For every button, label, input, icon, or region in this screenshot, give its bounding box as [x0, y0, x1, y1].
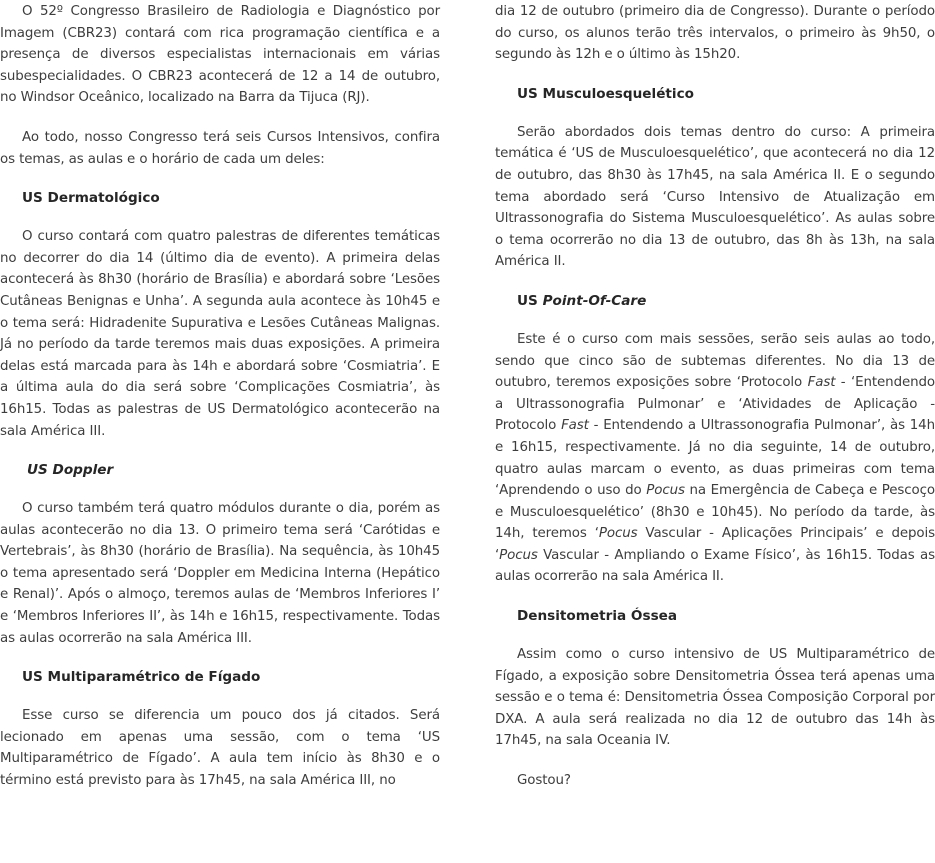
right-column	[495, 0, 935, 810]
section-text-dermatologico: O curso contará com quatro palestras de diferentes temáticas no decorrer do dia 14 (último dia de evento). A primeira delas acontecerá às 8h30 (horário de Brasília) e abordará sobre ‘Lesões Cutâneas Benignas e Unha’. A segunda aula acontece às 10h45 e o tema será: Hidradenite Supurativa e Lesões Cutâneas Malignas. Já no período da tarde teremos mais duas exposições. A primeira delas está marcada para às 14h e abordará sobre ‘Cosmiatria’. E a última aula do dia será sobre ‘Complicações Cosmiatria’, às 16h15. Todas as palestras de US Dermatológico acontecerão na sala América III.	[0, 229, 440, 439]
section-title-figado: US Multiparamétrico de Fígado	[22, 669, 261, 686]
poc-text-5: Vascular - Aplicações Principais’ e depois ‘	[495, 526, 935, 563]
intro-paragraph-1: O 52º Congresso Brasileiro de Radiologia e Diagnóstico por Imagem (CBR23) contará com rica programação científica e a presença de diversos especialistas internacionais em várias subespecialidades. O CBR23 acontecerá de 12 a 14 de outubro, no Windsor Oceânico, localizado na Barra da Tijuca (RJ).	[0, 4, 440, 106]
poc-pocus-3: Pocus	[499, 547, 538, 563]
section-text-doppler: O curso também terá quatro módulos durante o dia, porém as aulas acontecerão no dia 13. O primeiro tema será ‘Carótidas e Vertebrais’, às 8h30 (horário de Brasília). Na sequência, às 10h45 o tema apresentado será ‘Doppler em Medicina Interna (Hepático e Renal)’. Após o almoço, teremos aulas de ‘Membros Inferiores I’ e ‘Membros Inferiores II’, às 14h e 16h15, respectivamente. Todas as aulas ocorrerão na sala América III.	[0, 501, 440, 646]
poc-text-3: - Entendendo a Ultrassonografia Pulmonar’, às 14h e 16h15, respectivamente. Já no dia seguinte, 14 de outubro, quatro aulas marcam o evento, as duas primeiras com tema ‘Aprendendo o uso do	[495, 418, 935, 499]
poc-text-2: - ‘Entendendo a Ultrassonografia Pulmonar’ e ‘Atividades de Aplicação - Protocolo	[495, 375, 935, 434]
section-title-doppler: US Doppler	[27, 462, 114, 479]
poc-fast-2: Fast	[561, 418, 589, 434]
section-text-figado: Esse curso se diferencia um pouco dos já citados. Será lecionado em apenas uma sessão, com o tema ‘US Multiparamétrico de Fígado’. A aula tem início às 8h30 e o término está previsto para às 17h45, na sala América III, no	[0, 708, 440, 789]
poc-text-4: na Emergência de Cabeça e Pescoço e Musculoesquelético’ (8h30 e 10h45). No período da tarde, às 14h, teremos ‘	[495, 483, 935, 542]
point-of-care-title-prefix: US	[517, 292, 543, 309]
section-title-dermatologico: US Dermatológico	[22, 190, 160, 207]
left-column	[0, 0, 440, 810]
section-text-densitometria: Assim como o curso intensivo de US Multiparamétrico de Fígado, a exposição sobre Densitometria Óssea terá apenas uma sessão e o tema é: Densitometria Óssea Composição Corporal por DXA. A aula será realizada no dia 12 de outubro das 14h às 17h45, na sala Oceania IV.	[495, 647, 935, 749]
poc-pocus-1: Pocus	[646, 483, 685, 499]
section-text-musculoesqueletico: Serão abordados dois temas dentro do curso: A primeira temática é ‘US de Musculoesquelético’, que acontecerá no dia 12 de outubro, das 8h30 às 17h45, na sala América II. E o segundo tema abordado será ‘Curso Intensivo de Atualização em Ultrassonografia do Sistema Musculoesquelético’. As aulas sobre o tema ocorrerão no dia 13 de outubro, das 8h às 13h, na sala América II.	[495, 124, 935, 270]
intro-paragraph-2: Ao todo, nosso Congresso terá seis Cursos Intensivos, confira os temas, as aulas e o horário de cada um deles:	[0, 129, 440, 167]
poc-pocus-2: Pocus	[598, 526, 638, 542]
point-of-care-title-italic: Point-Of-Care	[542, 292, 647, 309]
section-text-point-of-care	[495, 329, 935, 588]
poc-text-6: Vascular - Ampliando o Exame Físico’, às 16h15. Todas as aulas ocorrerão na sala América II.	[495, 547, 935, 585]
section-title-musculoesqueletico: US Musculoesquelético	[517, 85, 694, 102]
section-title-densitometria: Densitometria Óssea	[517, 608, 678, 625]
section-text-figado-continued: dia 12 de outubro (primeiro dia de Congresso). Durante o período do curso, os alunos terão três intervalos, o primeiro às 9h50, o segundo às 12h e o último às 15h20.	[495, 4, 935, 63]
section-title-point-of-care	[495, 291, 935, 311]
poc-fast-1: Fast	[807, 375, 836, 391]
closing-question: Gostou?	[517, 773, 571, 789]
poc-text-1: Este é o curso com mais sessões, serão seis aulas ao todo, sendo que cinco são de subtemas diferentes. No dia 13 de outubro, teremos exposições sobre ‘Protocolo	[495, 331, 935, 391]
